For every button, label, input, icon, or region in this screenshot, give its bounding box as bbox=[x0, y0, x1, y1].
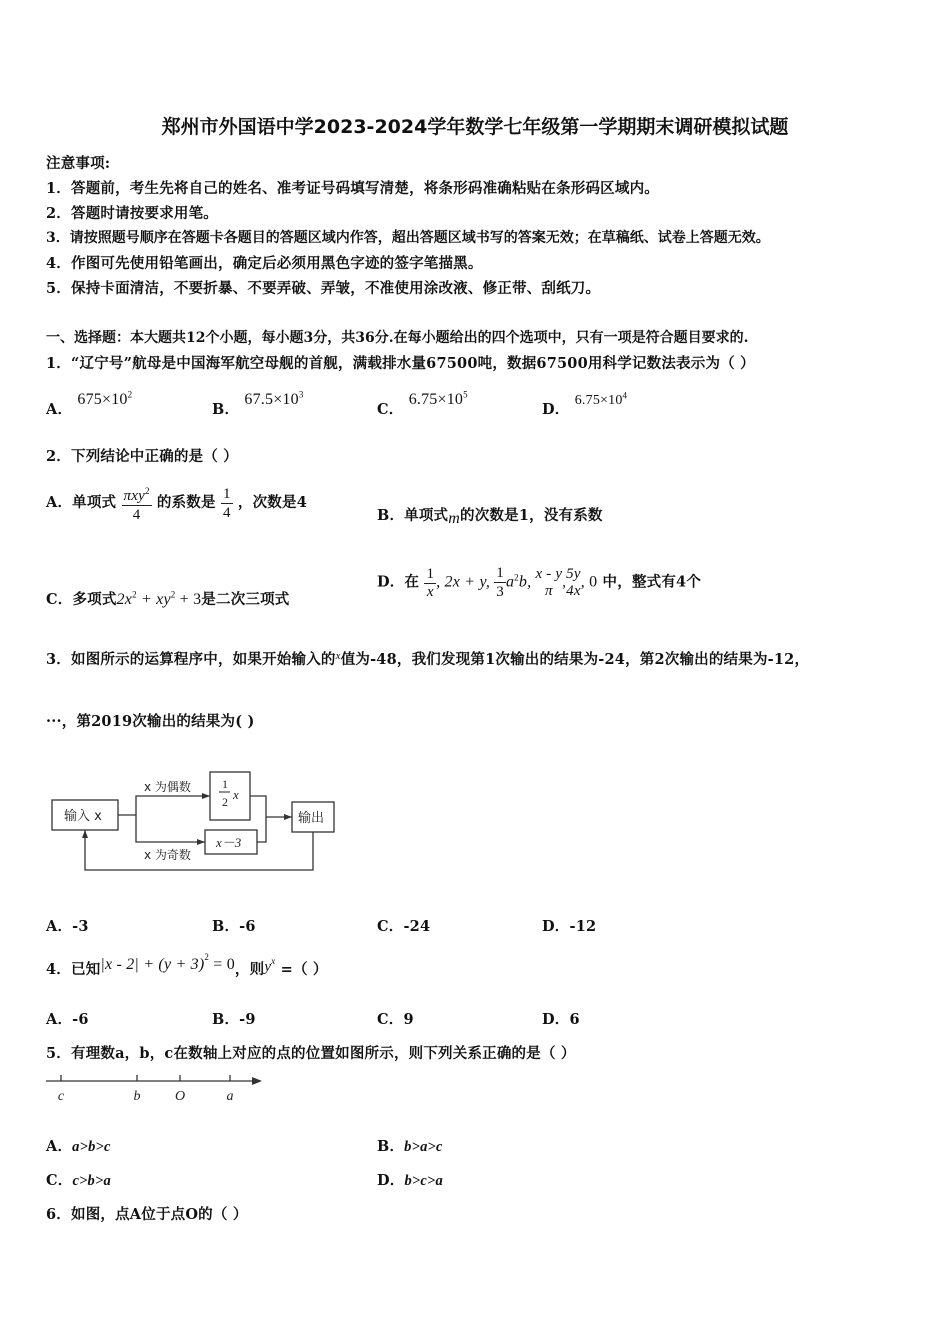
svg-text:2: 2 bbox=[222, 795, 228, 809]
input-label: 输入 x bbox=[64, 809, 102, 824]
q1-option-b: B． $67.5\times 10^3$ bbox=[212, 389, 304, 418]
q4-option-b: B．-9 bbox=[212, 1011, 256, 1028]
notice-item-4: 4．作图可先使用铅笔画出，确定后必须用黑色字迹的签字笔描黑。 bbox=[46, 255, 483, 272]
q3-option-c: C．-24 bbox=[377, 918, 431, 935]
q6-stem: 6．如图，点A位于点O的（ ） bbox=[46, 1206, 248, 1223]
q2-option-a: A．单项式 $\frac{\pi xy^2}{4}$ 的系数是 $\frac{1}{4}$ ，次数是4 bbox=[46, 482, 307, 524]
q1-option-c: C． $6.75\times 10^5$ bbox=[377, 389, 468, 418]
q2-stem: 2．下列结论中正确的是（ ） bbox=[46, 448, 238, 465]
page-title: 郑州市外国语中学2023-2024学年数学七年级第一学期期末调研模拟试题 bbox=[161, 116, 789, 138]
q2-option-b: B．单项式m的次数是1，没有系数 bbox=[377, 507, 603, 527]
axis-label-b: b bbox=[133, 1089, 141, 1104]
flowchart-diagram bbox=[44, 770, 344, 878]
half-box bbox=[210, 772, 250, 820]
q4-option-a: A．-6 bbox=[46, 1011, 89, 1028]
q2-option-d: D．在 $\frac{1}{x}$, 2x + y, $\frac{1}{3}$ $a^2b$, x - y π , 5y 4x , 0 中，整式有4个 bbox=[377, 565, 702, 600]
notice-item-2: 2．答题时请按要求用笔。 bbox=[46, 205, 218, 222]
svg-text:1: 1 bbox=[222, 777, 228, 791]
odd-label: x 为奇数 bbox=[144, 848, 191, 862]
q3-stem-line1: 3．如图所示的运算程序中，如果开始输入的$^x$值为-48，我们发现第1次输出的结果为-24，第2次输出的结果为-12， bbox=[46, 650, 810, 668]
axis-label-a: a bbox=[226, 1089, 234, 1104]
q4-stem: 4．已知$|x - 2| + (y + 3)^2 = 0$，则$y^x$ =（ ） bbox=[46, 952, 328, 978]
minus-label: x－3 bbox=[216, 835, 242, 850]
q3-option-d: D．-12 bbox=[542, 918, 597, 935]
q3-option-a: A．-3 bbox=[46, 918, 89, 935]
q3-option-b: B．-6 bbox=[212, 918, 256, 935]
output-label: 输出 bbox=[298, 811, 325, 826]
q3-stem-line2: ···，第2019次输出的结果为( ) bbox=[46, 713, 255, 730]
q1-option-a: A． $675\times 10^2$ bbox=[46, 389, 133, 418]
q5-stem: 5．有理数a，b，c在数轴上对应的点的位置如图所示，则下列关系正确的是（ ） bbox=[46, 1045, 576, 1062]
section-heading: 一、选择题：本大题共12个小题，每小题3分，共36分.在每小题给出的四个选项中，只有一项是符合题目要求的. bbox=[46, 330, 749, 346]
q5-option-d: D．b>c>a bbox=[377, 1172, 443, 1189]
q4-option-d: D．6 bbox=[542, 1011, 580, 1028]
notice-item-3: 3．请按照题号顺序在答题卡各题目的答题区域内作答，超出答题区域书写的答案无效；在草稿纸、试卷上答题无效。 bbox=[46, 230, 770, 246]
axis-label-c: c bbox=[57, 1089, 65, 1104]
half-label: x bbox=[233, 787, 239, 802]
q5-option-c: C．c>b>a bbox=[46, 1172, 111, 1189]
notice-item-1: 1．答题前，考生先将自己的姓名、准考证号码填写清楚，将条形码准确粘贴在条形码区域内。 bbox=[46, 180, 659, 197]
q4-option-c: C．9 bbox=[377, 1011, 414, 1028]
q2-option-c: C．多项式$2x^2 + xy^2 + 3$是二次三项式 bbox=[46, 589, 290, 608]
q5-option-b: B．b>a>c bbox=[377, 1138, 443, 1155]
number-line bbox=[40, 1070, 270, 1106]
notice-item-5: 5．保持卡面清洁，不要折暴、不要弄破、弄皱，不准使用涂改液、修正带、刮纸刀。 bbox=[46, 280, 601, 297]
q5-option-a: A．a>b>c bbox=[46, 1138, 111, 1155]
q1-option-d: D． $6.75\times 10^4$ bbox=[542, 390, 628, 418]
notice-heading: 注意事项: bbox=[46, 155, 111, 172]
q1-stem: 1．“辽宁号”航母是中国海军航空母舰的首舰，满载排水量67500吨，数据67500用科学记数法表示为（ ） bbox=[46, 355, 755, 372]
axis-label-origin: O bbox=[174, 1089, 186, 1104]
even-label: x 为偶数 bbox=[144, 780, 191, 794]
